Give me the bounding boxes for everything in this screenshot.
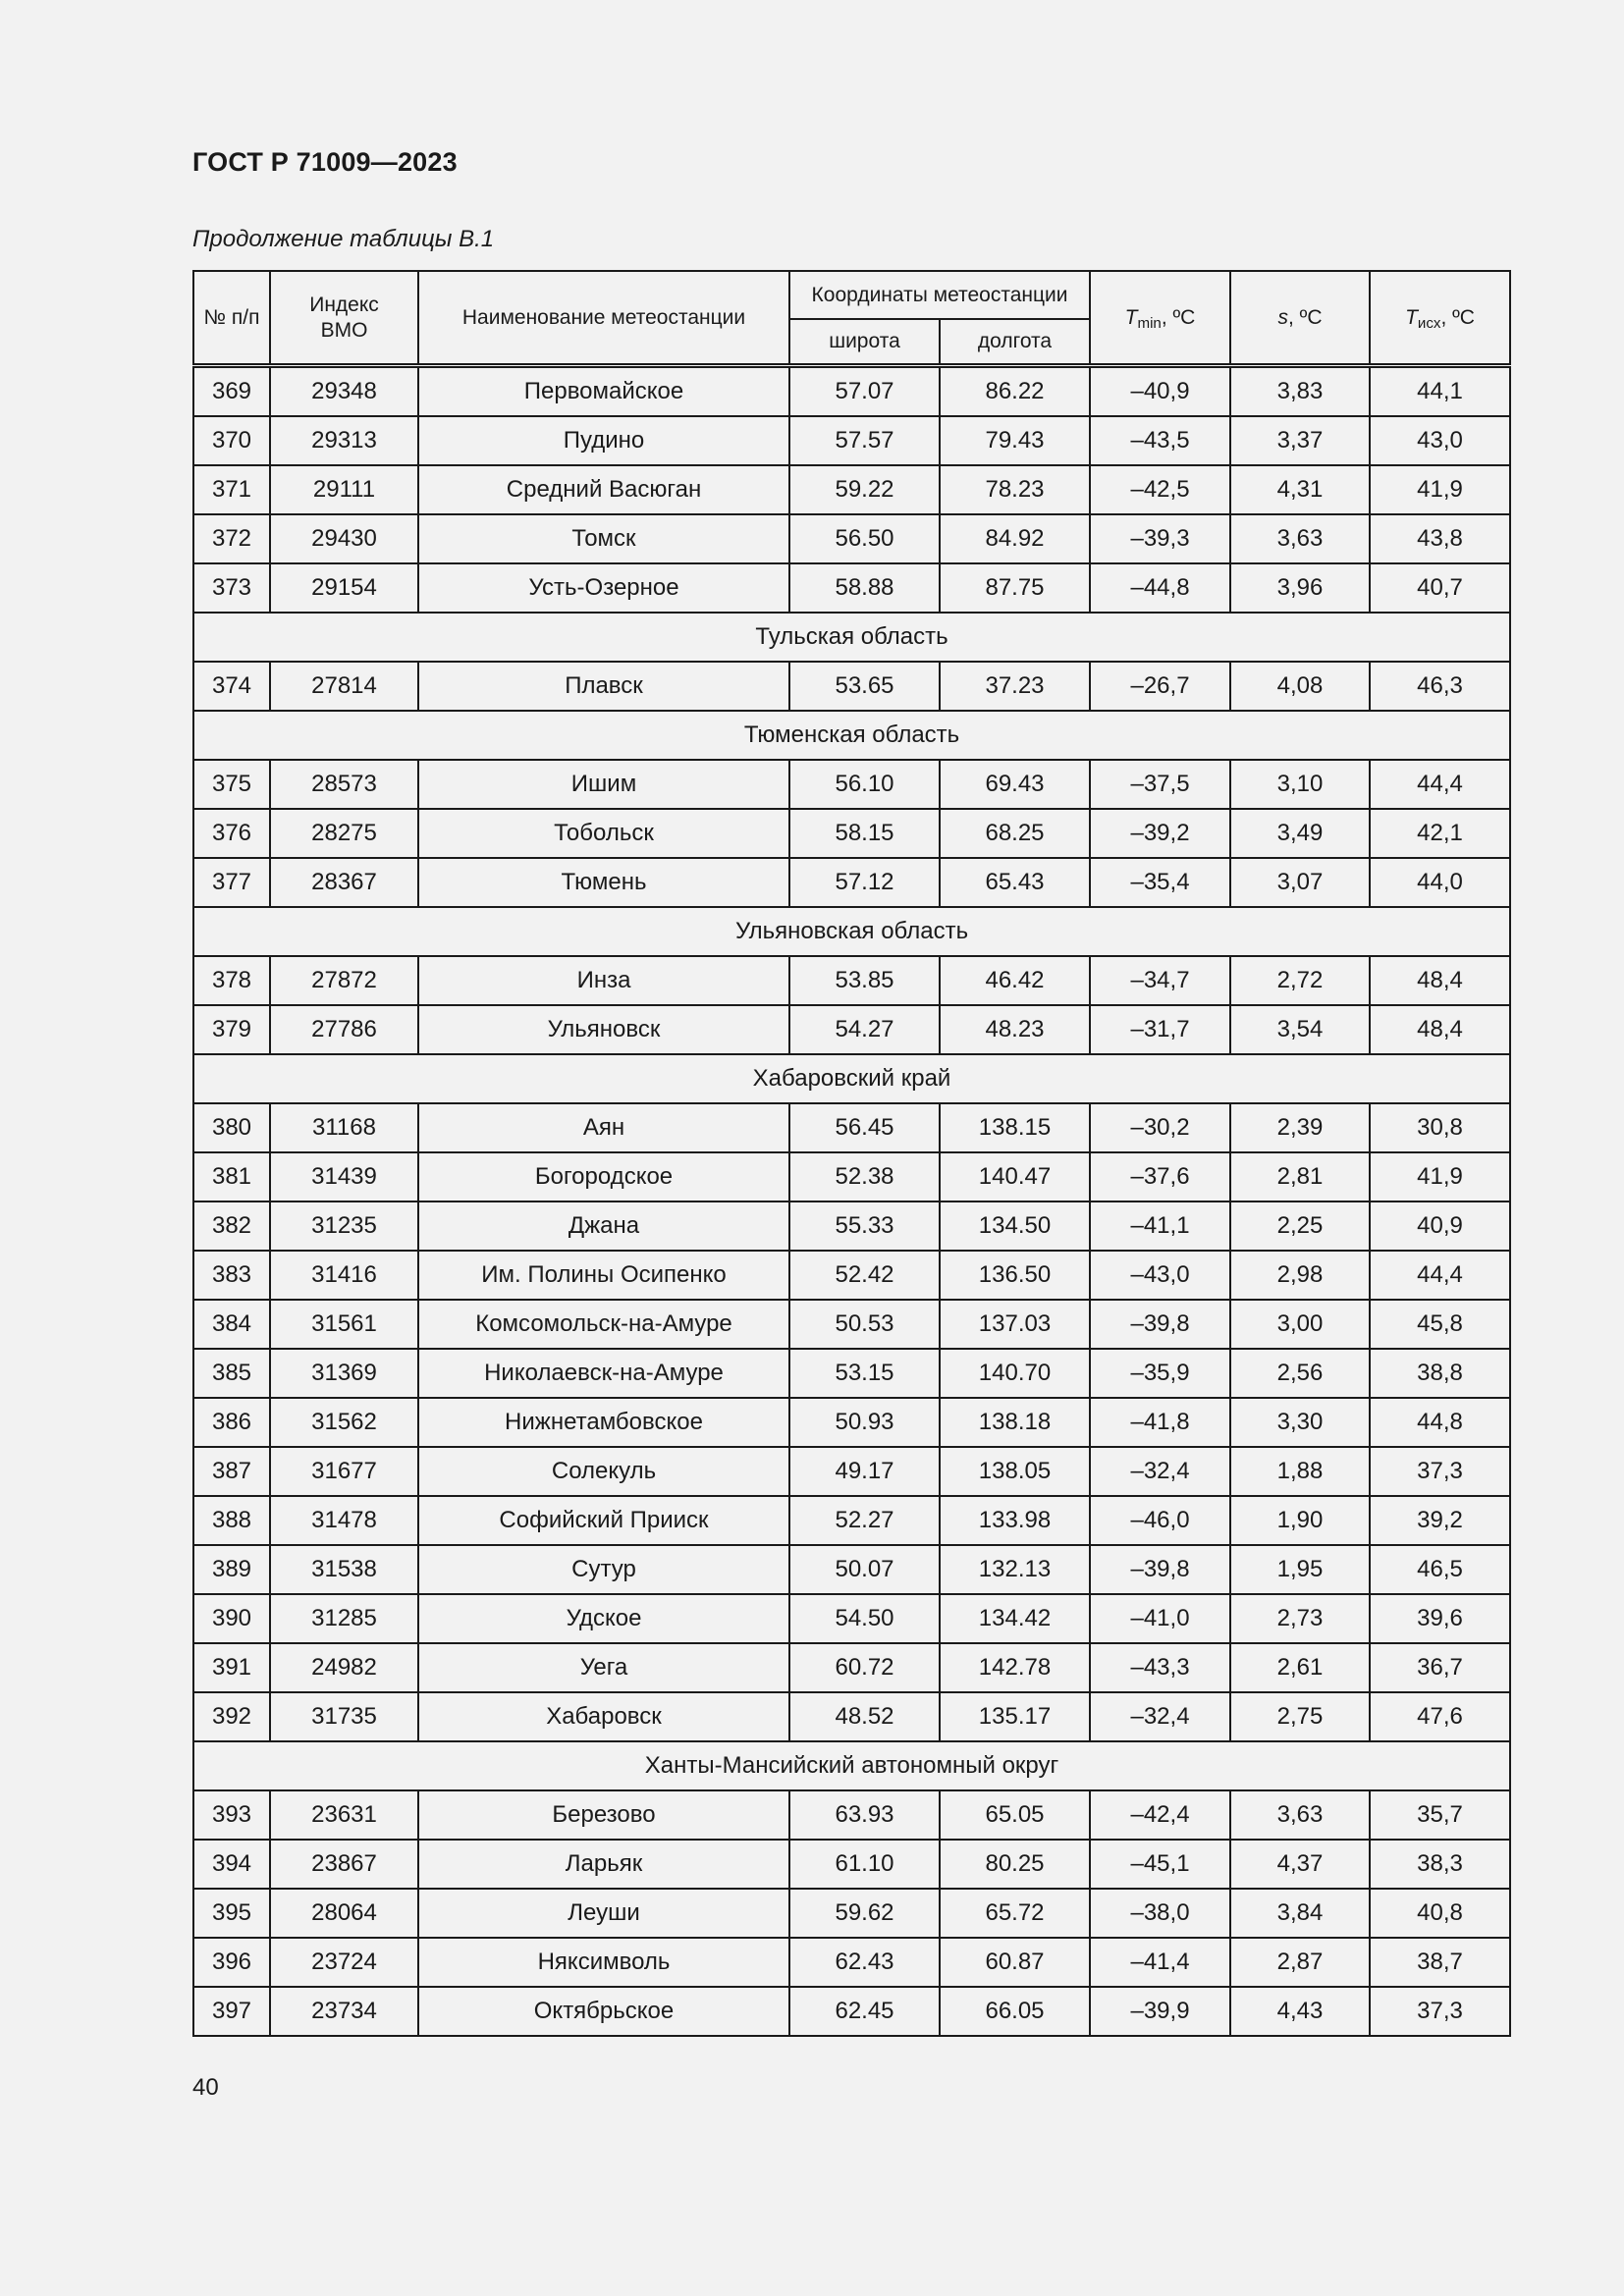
table-row xyxy=(193,1251,1510,1300)
cell-index: 28573 xyxy=(270,760,418,809)
page-number: 40 xyxy=(192,2074,219,2101)
col-header-lon: долгота xyxy=(940,319,1090,366)
cell-lon: 84.92 xyxy=(940,514,1090,563)
table-row xyxy=(193,1790,1510,1840)
table-row xyxy=(193,1938,1510,1987)
cell-s: 2,25 xyxy=(1230,1201,1370,1251)
cell-s: 3,10 xyxy=(1230,760,1370,809)
cell-tisx: 37,3 xyxy=(1370,1447,1510,1496)
cell-lon: 60.87 xyxy=(940,1938,1090,1987)
cell-name: Пудино xyxy=(418,416,789,465)
cell-tisx: 38,8 xyxy=(1370,1349,1510,1398)
cell-lat: 58.88 xyxy=(789,563,940,613)
table-row xyxy=(193,1300,1510,1349)
cell-lat: 52.38 xyxy=(789,1152,940,1201)
cell-tmin: –41,4 xyxy=(1090,1938,1230,1987)
cell-s: 3,63 xyxy=(1230,1790,1370,1840)
cell-index: 28367 xyxy=(270,858,418,907)
cell-tmin: –39,8 xyxy=(1090,1545,1230,1594)
cell-name: Софийский Прииск xyxy=(418,1496,789,1545)
table-row xyxy=(193,662,1510,711)
table-row xyxy=(193,1447,1510,1496)
cell-num: 379 xyxy=(193,1005,270,1054)
cell-lon: 65.43 xyxy=(940,858,1090,907)
region-row xyxy=(193,907,1510,956)
table-row xyxy=(193,1594,1510,1643)
cell-lon: 66.05 xyxy=(940,1987,1090,2036)
cell-lat: 50.93 xyxy=(789,1398,940,1447)
cell-num: 389 xyxy=(193,1545,270,1594)
cell-index: 31439 xyxy=(270,1152,418,1201)
cell-lat: 57.57 xyxy=(789,416,940,465)
cell-lon: 135.17 xyxy=(940,1692,1090,1741)
cell-tmin: –43,3 xyxy=(1090,1643,1230,1692)
table-row xyxy=(193,1005,1510,1054)
col-header-lat: широта xyxy=(789,319,940,366)
cell-tmin: –34,7 xyxy=(1090,956,1230,1005)
cell-lat: 58.15 xyxy=(789,809,940,858)
cell-name: Томск xyxy=(418,514,789,563)
cell-tisx: 40,7 xyxy=(1370,563,1510,613)
table-caption: Продолжение таблицы В.1 xyxy=(192,226,495,252)
cell-index: 31168 xyxy=(270,1103,418,1152)
cell-tisx: 48,4 xyxy=(1370,956,1510,1005)
cell-num: 390 xyxy=(193,1594,270,1643)
cell-tmin: –39,2 xyxy=(1090,809,1230,858)
cell-lat: 50.07 xyxy=(789,1545,940,1594)
cell-num: 388 xyxy=(193,1496,270,1545)
table-row xyxy=(193,1889,1510,1938)
cell-lat: 57.07 xyxy=(789,366,940,417)
cell-index: 27814 xyxy=(270,662,418,711)
cell-lat: 57.12 xyxy=(789,858,940,907)
cell-num: 393 xyxy=(193,1790,270,1840)
tisx-unit: , ºC xyxy=(1440,305,1475,329)
cell-index: 23867 xyxy=(270,1840,418,1889)
cell-lon: 87.75 xyxy=(940,563,1090,613)
col-header-coords: Координаты метеостанции xyxy=(789,271,1090,319)
cell-lon: 69.43 xyxy=(940,760,1090,809)
cell-index: 29154 xyxy=(270,563,418,613)
cell-index: 24982 xyxy=(270,1643,418,1692)
cell-name: Богородское xyxy=(418,1152,789,1201)
cell-num: 378 xyxy=(193,956,270,1005)
cell-s: 3,00 xyxy=(1230,1300,1370,1349)
cell-name: Тюмень xyxy=(418,858,789,907)
cell-lat: 53.85 xyxy=(789,956,940,1005)
cell-tisx: 36,7 xyxy=(1370,1643,1510,1692)
cell-name: Октябрьское xyxy=(418,1987,789,2036)
region-title: Ханты-Мансийский автономный округ xyxy=(193,1741,1510,1790)
cell-lon: 48.23 xyxy=(940,1005,1090,1054)
cell-name: Плавск xyxy=(418,662,789,711)
cell-lat: 53.15 xyxy=(789,1349,940,1398)
cell-name: Сутур xyxy=(418,1545,789,1594)
cell-tisx: 44,1 xyxy=(1370,366,1510,417)
cell-lon: 65.05 xyxy=(940,1790,1090,1840)
cell-lat: 50.53 xyxy=(789,1300,940,1349)
cell-num: 372 xyxy=(193,514,270,563)
cell-num: 391 xyxy=(193,1643,270,1692)
cell-num: 386 xyxy=(193,1398,270,1447)
cell-lat: 56.10 xyxy=(789,760,940,809)
table-row xyxy=(193,563,1510,613)
cell-tisx: 37,3 xyxy=(1370,1987,1510,2036)
cell-num: 371 xyxy=(193,465,270,514)
cell-tmin: –39,8 xyxy=(1090,1300,1230,1349)
cell-tmin: –42,4 xyxy=(1090,1790,1230,1840)
table-row xyxy=(193,1643,1510,1692)
cell-lat: 63.93 xyxy=(789,1790,940,1840)
cell-num: 376 xyxy=(193,809,270,858)
cell-index: 29111 xyxy=(270,465,418,514)
cell-tisx: 30,8 xyxy=(1370,1103,1510,1152)
cell-s: 3,37 xyxy=(1230,416,1370,465)
cell-s: 3,84 xyxy=(1230,1889,1370,1938)
cell-lon: 79.43 xyxy=(940,416,1090,465)
cell-tisx: 44,4 xyxy=(1370,760,1510,809)
region-title: Тульская область xyxy=(193,613,1510,662)
cell-name: Леуши xyxy=(418,1889,789,1938)
col-header-tisx xyxy=(1370,271,1510,366)
cell-name: Первомайское xyxy=(418,366,789,417)
cell-index: 29313 xyxy=(270,416,418,465)
cell-s: 2,81 xyxy=(1230,1152,1370,1201)
region-row xyxy=(193,1054,1510,1103)
cell-s: 3,30 xyxy=(1230,1398,1370,1447)
table-body xyxy=(193,366,1510,2037)
table-row xyxy=(193,760,1510,809)
cell-tisx: 46,5 xyxy=(1370,1545,1510,1594)
tmin-symbol: T xyxy=(1124,305,1138,329)
cell-lon: 142.78 xyxy=(940,1643,1090,1692)
cell-s: 3,96 xyxy=(1230,563,1370,613)
cell-lat: 60.72 xyxy=(789,1643,940,1692)
table-row xyxy=(193,956,1510,1005)
cell-lon: 132.13 xyxy=(940,1545,1090,1594)
table-row xyxy=(193,1103,1510,1152)
cell-name: Нижнетамбовское xyxy=(418,1398,789,1447)
cell-tmin: –43,5 xyxy=(1090,416,1230,465)
cell-lat: 53.65 xyxy=(789,662,940,711)
cell-index: 28064 xyxy=(270,1889,418,1938)
cell-lat: 59.62 xyxy=(789,1889,940,1938)
tisx-symbol: T xyxy=(1405,305,1418,329)
cell-index: 31235 xyxy=(270,1201,418,1251)
table-header xyxy=(193,271,1510,366)
table-row xyxy=(193,1987,1510,2036)
cell-tmin: –43,0 xyxy=(1090,1251,1230,1300)
cell-tisx: 41,9 xyxy=(1370,465,1510,514)
cell-num: 375 xyxy=(193,760,270,809)
cell-tmin: –26,7 xyxy=(1090,662,1230,711)
cell-num: 383 xyxy=(193,1251,270,1300)
cell-tisx: 45,8 xyxy=(1370,1300,1510,1349)
cell-tisx: 40,9 xyxy=(1370,1201,1510,1251)
table-row xyxy=(193,1398,1510,1447)
cell-s: 1,90 xyxy=(1230,1496,1370,1545)
cell-lat: 62.43 xyxy=(789,1938,940,1987)
cell-tisx: 40,8 xyxy=(1370,1889,1510,1938)
table-row xyxy=(193,465,1510,514)
cell-num: 397 xyxy=(193,1987,270,2036)
cell-lat: 59.22 xyxy=(789,465,940,514)
cell-s: 4,08 xyxy=(1230,662,1370,711)
region-title: Ульяновская область xyxy=(193,907,1510,956)
cell-index: 29348 xyxy=(270,366,418,417)
region-title: Тюменская область xyxy=(193,711,1510,760)
cell-index: 31562 xyxy=(270,1398,418,1447)
cell-num: 387 xyxy=(193,1447,270,1496)
cell-lon: 86.22 xyxy=(940,366,1090,417)
cell-name: Инза xyxy=(418,956,789,1005)
cell-lon: 80.25 xyxy=(940,1840,1090,1889)
cell-lon: 65.72 xyxy=(940,1889,1090,1938)
cell-name: Хабаровск xyxy=(418,1692,789,1741)
cell-tmin: –38,0 xyxy=(1090,1889,1230,1938)
cell-lat: 56.45 xyxy=(789,1103,940,1152)
cell-num: 395 xyxy=(193,1889,270,1938)
cell-lat: 55.33 xyxy=(789,1201,940,1251)
cell-tisx: 38,7 xyxy=(1370,1938,1510,1987)
cell-lat: 49.17 xyxy=(789,1447,940,1496)
table-row xyxy=(193,1496,1510,1545)
cell-name: Няксимволь xyxy=(418,1938,789,1987)
cell-num: 385 xyxy=(193,1349,270,1398)
cell-s: 2,72 xyxy=(1230,956,1370,1005)
col-header-s xyxy=(1230,271,1370,366)
s-symbol: s xyxy=(1277,305,1288,329)
cell-tmin: –41,0 xyxy=(1090,1594,1230,1643)
table-row xyxy=(193,514,1510,563)
cell-tmin: –37,5 xyxy=(1090,760,1230,809)
cell-s: 4,31 xyxy=(1230,465,1370,514)
cell-lon: 140.70 xyxy=(940,1349,1090,1398)
cell-s: 2,87 xyxy=(1230,1938,1370,1987)
cell-name: Ишим xyxy=(418,760,789,809)
table-row xyxy=(193,1840,1510,1889)
table-row xyxy=(193,416,1510,465)
cell-tisx: 47,6 xyxy=(1370,1692,1510,1741)
cell-s: 4,43 xyxy=(1230,1987,1370,2036)
cell-name: Ларьяк xyxy=(418,1840,789,1889)
cell-lon: 138.15 xyxy=(940,1103,1090,1152)
cell-name: Березово xyxy=(418,1790,789,1840)
cell-lon: 37.23 xyxy=(940,662,1090,711)
cell-num: 373 xyxy=(193,563,270,613)
stations-table xyxy=(192,270,1511,2037)
cell-index: 23724 xyxy=(270,1938,418,1987)
cell-tmin: –44,8 xyxy=(1090,563,1230,613)
cell-tmin: –37,6 xyxy=(1090,1152,1230,1201)
cell-tisx: 43,0 xyxy=(1370,416,1510,465)
cell-s: 2,73 xyxy=(1230,1594,1370,1643)
cell-lon: 46.42 xyxy=(940,956,1090,1005)
cell-index: 29430 xyxy=(270,514,418,563)
cell-tmin: –35,4 xyxy=(1090,858,1230,907)
cell-s: 3,54 xyxy=(1230,1005,1370,1054)
region-row xyxy=(193,613,1510,662)
table-row xyxy=(193,1152,1510,1201)
cell-tisx: 42,1 xyxy=(1370,809,1510,858)
cell-num: 396 xyxy=(193,1938,270,1987)
cell-name: Комсомольск-на-Амуре xyxy=(418,1300,789,1349)
cell-index: 27786 xyxy=(270,1005,418,1054)
cell-tisx: 44,8 xyxy=(1370,1398,1510,1447)
cell-lon: 78.23 xyxy=(940,465,1090,514)
cell-index: 31561 xyxy=(270,1300,418,1349)
cell-name: Удское xyxy=(418,1594,789,1643)
table-row xyxy=(193,858,1510,907)
col-header-index: Индекс ВМО xyxy=(270,271,418,366)
cell-index: 31478 xyxy=(270,1496,418,1545)
tisx-subscript: исх xyxy=(1417,314,1441,332)
table-row xyxy=(193,809,1510,858)
cell-tisx: 46,3 xyxy=(1370,662,1510,711)
cell-tmin: –35,9 xyxy=(1090,1349,1230,1398)
table-row xyxy=(193,1692,1510,1741)
cell-index: 27872 xyxy=(270,956,418,1005)
cell-tisx: 39,6 xyxy=(1370,1594,1510,1643)
cell-name: Николаевск-на-Амуре xyxy=(418,1349,789,1398)
cell-s: 3,07 xyxy=(1230,858,1370,907)
cell-tmin: –31,7 xyxy=(1090,1005,1230,1054)
cell-num: 377 xyxy=(193,858,270,907)
tmin-subscript: min xyxy=(1137,314,1162,332)
cell-num: 380 xyxy=(193,1103,270,1152)
cell-index: 31369 xyxy=(270,1349,418,1398)
cell-s: 3,49 xyxy=(1230,809,1370,858)
cell-tmin: –46,0 xyxy=(1090,1496,1230,1545)
cell-name: Средний Васюган xyxy=(418,465,789,514)
cell-lat: 52.42 xyxy=(789,1251,940,1300)
cell-lat: 62.45 xyxy=(789,1987,940,2036)
col-header-tmin xyxy=(1090,271,1230,366)
cell-lat: 54.50 xyxy=(789,1594,940,1643)
cell-name: Им. Полины Осипенко xyxy=(418,1251,789,1300)
cell-num: 370 xyxy=(193,416,270,465)
cell-tmin: –39,3 xyxy=(1090,514,1230,563)
cell-lat: 52.27 xyxy=(789,1496,940,1545)
cell-name: Усть-Озерное xyxy=(418,563,789,613)
cell-tmin: –40,9 xyxy=(1090,366,1230,417)
table-row xyxy=(193,1349,1510,1398)
cell-tmin: –41,8 xyxy=(1090,1398,1230,1447)
cell-s: 2,39 xyxy=(1230,1103,1370,1152)
cell-tisx: 43,8 xyxy=(1370,514,1510,563)
cell-lon: 136.50 xyxy=(940,1251,1090,1300)
cell-index: 31735 xyxy=(270,1692,418,1741)
cell-name: Тобольск xyxy=(418,809,789,858)
cell-lon: 138.05 xyxy=(940,1447,1090,1496)
cell-lon: 134.42 xyxy=(940,1594,1090,1643)
cell-lat: 56.50 xyxy=(789,514,940,563)
s-unit: , ºC xyxy=(1288,305,1323,329)
cell-index: 31538 xyxy=(270,1545,418,1594)
region-row xyxy=(193,711,1510,760)
cell-tmin: –42,5 xyxy=(1090,465,1230,514)
cell-tmin: –32,4 xyxy=(1090,1447,1230,1496)
cell-index: 31285 xyxy=(270,1594,418,1643)
cell-s: 2,75 xyxy=(1230,1692,1370,1741)
cell-index: 31677 xyxy=(270,1447,418,1496)
cell-s: 2,61 xyxy=(1230,1643,1370,1692)
cell-lat: 48.52 xyxy=(789,1692,940,1741)
cell-num: 374 xyxy=(193,662,270,711)
cell-lon: 138.18 xyxy=(940,1398,1090,1447)
cell-name: Аян xyxy=(418,1103,789,1152)
cell-tmin: –41,1 xyxy=(1090,1201,1230,1251)
cell-name: Уега xyxy=(418,1643,789,1692)
tmin-unit: , ºC xyxy=(1161,305,1196,329)
cell-tmin: –45,1 xyxy=(1090,1840,1230,1889)
cell-index: 23734 xyxy=(270,1987,418,2036)
region-row xyxy=(193,1741,1510,1790)
cell-num: 369 xyxy=(193,366,270,417)
cell-name: Джана xyxy=(418,1201,789,1251)
cell-index: 23631 xyxy=(270,1790,418,1840)
cell-lon: 133.98 xyxy=(940,1496,1090,1545)
cell-s: 4,37 xyxy=(1230,1840,1370,1889)
cell-num: 381 xyxy=(193,1152,270,1201)
cell-lat: 54.27 xyxy=(789,1005,940,1054)
cell-index: 31416 xyxy=(270,1251,418,1300)
table-row xyxy=(193,1545,1510,1594)
table-row xyxy=(193,1201,1510,1251)
col-header-name: Наименование метеостанции xyxy=(418,271,789,366)
cell-tmin: –39,9 xyxy=(1090,1987,1230,2036)
table-row xyxy=(193,366,1510,417)
region-title: Хабаровский край xyxy=(193,1054,1510,1103)
cell-num: 382 xyxy=(193,1201,270,1251)
cell-index: 28275 xyxy=(270,809,418,858)
cell-tmin: –32,4 xyxy=(1090,1692,1230,1741)
cell-tisx: 44,4 xyxy=(1370,1251,1510,1300)
cell-lon: 137.03 xyxy=(940,1300,1090,1349)
cell-tmin: –30,2 xyxy=(1090,1103,1230,1152)
cell-num: 392 xyxy=(193,1692,270,1741)
cell-lon: 68.25 xyxy=(940,809,1090,858)
cell-tisx: 44,0 xyxy=(1370,858,1510,907)
document-title: ГОСТ Р 71009—2023 xyxy=(192,147,458,177)
cell-lon: 134.50 xyxy=(940,1201,1090,1251)
cell-s: 3,83 xyxy=(1230,366,1370,417)
cell-tisx: 41,9 xyxy=(1370,1152,1510,1201)
cell-s: 3,63 xyxy=(1230,514,1370,563)
cell-s: 2,56 xyxy=(1230,1349,1370,1398)
cell-tisx: 48,4 xyxy=(1370,1005,1510,1054)
cell-lon: 140.47 xyxy=(940,1152,1090,1201)
cell-name: Ульяновск xyxy=(418,1005,789,1054)
cell-s: 1,88 xyxy=(1230,1447,1370,1496)
cell-s: 2,98 xyxy=(1230,1251,1370,1300)
cell-tisx: 39,2 xyxy=(1370,1496,1510,1545)
col-header-num: № п/п xyxy=(193,271,270,366)
cell-tisx: 35,7 xyxy=(1370,1790,1510,1840)
cell-tisx: 38,3 xyxy=(1370,1840,1510,1889)
cell-name: Солекуль xyxy=(418,1447,789,1496)
cell-s: 1,95 xyxy=(1230,1545,1370,1594)
cell-lat: 61.10 xyxy=(789,1840,940,1889)
cell-num: 394 xyxy=(193,1840,270,1889)
cell-num: 384 xyxy=(193,1300,270,1349)
